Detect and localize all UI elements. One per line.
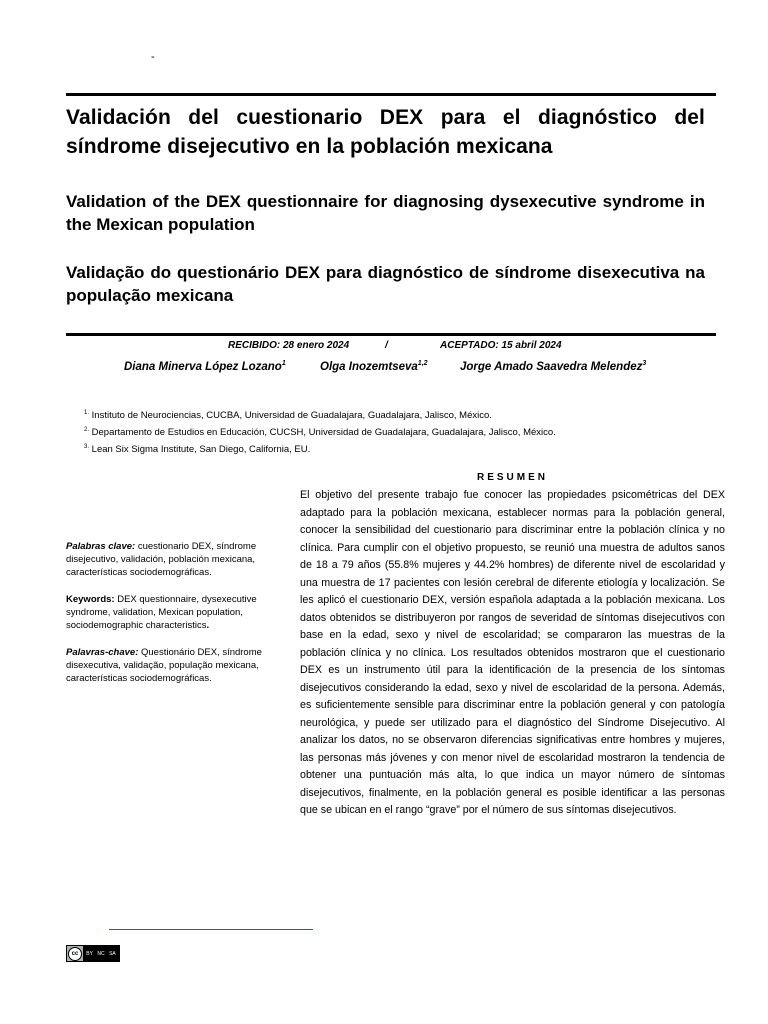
keywords-english-label: Keywords: bbox=[66, 594, 115, 605]
keywords-english-period: . bbox=[206, 620, 210, 631]
author-2-name: Olga Inozemtseva bbox=[320, 360, 418, 373]
affiliation-1 bbox=[84, 406, 556, 423]
affiliation-1-text: Instituto de Neurociencias, CUCBA, Universidad de Guadalajara, Guadalajara, Jalisco, México. bbox=[91, 410, 492, 422]
affiliation-3-text: Lean Six Sigma Institute, San Diego, California, EU. bbox=[91, 444, 311, 456]
author-2-affil: 1,2 bbox=[417, 360, 428, 367]
title-portuguese: Validação do questionário DEX para diagnóstico de síndrome disexecutiva na população mexicana bbox=[66, 263, 705, 305]
keywords-spanish-text: cuestionario DEX, síndrome disejecutivo, validación, población mexicana, características sociodemográficas. bbox=[66, 541, 257, 578]
affiliation-2 bbox=[84, 423, 556, 440]
header-dash: - bbox=[151, 51, 155, 63]
cc-license-badge[interactable] bbox=[66, 945, 120, 962]
cc-by-label: BY bbox=[86, 950, 93, 957]
author-1-affil: 1 bbox=[281, 360, 286, 367]
author-3 bbox=[460, 360, 646, 373]
author-1-name: Diana Minerva López Lozano bbox=[124, 360, 282, 373]
bottom-rule bbox=[66, 333, 716, 336]
footnote-link-underline[interactable] bbox=[109, 929, 313, 930]
cc-terms-strip bbox=[83, 946, 119, 961]
keywords-english-text: DEX questionnaire, dysexecutive syndrome, validation, Mexican population, sociodemographic characteristics bbox=[66, 594, 257, 631]
keywords-english bbox=[66, 593, 266, 632]
accepted-date: ACEPTADO: 15 abril 2024 bbox=[440, 340, 562, 351]
author-3-name: Jorge Amado Saavedra Melendez bbox=[460, 360, 643, 373]
affiliation-3-number: 3. bbox=[84, 444, 90, 451]
date-separator: / bbox=[385, 340, 388, 351]
affiliation-3 bbox=[84, 440, 556, 457]
affiliation-1-number: 1. bbox=[84, 410, 90, 416]
author-2 bbox=[320, 360, 428, 373]
affiliation-2-number: 2. bbox=[84, 427, 90, 434]
cc-icon: cc bbox=[68, 947, 82, 961]
cc-sa-label: SA bbox=[109, 950, 116, 957]
keywords-spanish-label: Palabras clave: bbox=[66, 541, 136, 552]
top-rule bbox=[66, 93, 716, 96]
keywords-portuguese-label: Palavras-chave: bbox=[66, 647, 139, 658]
abstract-heading: RESUMEN bbox=[476, 472, 548, 483]
cc-nc-label: NC bbox=[97, 950, 105, 957]
title-english: Validation of the DEX questionnaire for diagnosing dysexecutive syndrome in the Mexican population bbox=[66, 192, 705, 234]
author-3-affil: 3 bbox=[642, 360, 647, 367]
affiliation-2-text: Departamento de Estudios en Educación, CUCSH, Universidad de Guadalajara, Guadalajara, Jalisco, México. bbox=[91, 427, 556, 439]
title-spanish: Validación del cuestionario DEX para el diagnóstico del síndrome disejecutivo en la población mexicana bbox=[66, 106, 705, 158]
keywords-spanish bbox=[66, 540, 266, 579]
received-date: RECIBIDO: 28 enero 2024 bbox=[228, 340, 350, 351]
keywords-column bbox=[66, 540, 266, 699]
abstract-body: El objetivo del presente trabajo fue conocer las propiedades psicométricas del DEX adaptado para la población mexicana, establecer normas para la población general, conocer la sensibilidad del cuestionario para discriminar entre la población clínica y no clínica. Para cumplir con el objetivo propuesto, se reunió una muestra de adultos sanos de 18 a 79 años (55.8% mujeres y 44.2% hombres) de diferente nivel de escolaridad y una muestra de 17 pacientes con lesión cerebral de diferente etiología y localización. Se les aplicó el cuestionario DEX, versión española adaptada a la población mexicana. Los datos obtenidos se distribuyeron por rangos de severidad de síntomas disejecutivos con base en la edad, sexo y nivel de escolaridad; se compararon las muestras de la población clínica y no clínica. Los resultados obtenidos mostraron que el cuestionario DEX es un instrumento útil para la identificación de la presencia de los síntomas disejecutivos considerando la edad, sexo y nivel de escolaridad de la persona. Además, es suficientemente sensible para discriminar entre la población general y con patología neurológica, y puede ser utilizado para el diagnóstico del Síndrome Disejecutivo. Al analizar los datos, no se observaron diferencias significativas entre hombres y mujeres, las personas más jóvenes y con menor nivel de escolaridad mostraron la tendencia de obtener una puntuación más alta, lo que indica un mayor número de síntomas disejecutivos, finalmente, en la población general es posible identificar a las personas que se ubican en el rango “grave” por el número de sus síntomas disejecutivos. bbox=[300, 489, 725, 816]
keywords-portuguese bbox=[66, 646, 266, 685]
affiliations bbox=[84, 406, 556, 457]
keywords-portuguese-text: Questionário DEX, síndrome disexecutiva, validação, população mexicana, características sociodemográficas. bbox=[66, 647, 262, 684]
author-1 bbox=[124, 360, 286, 373]
